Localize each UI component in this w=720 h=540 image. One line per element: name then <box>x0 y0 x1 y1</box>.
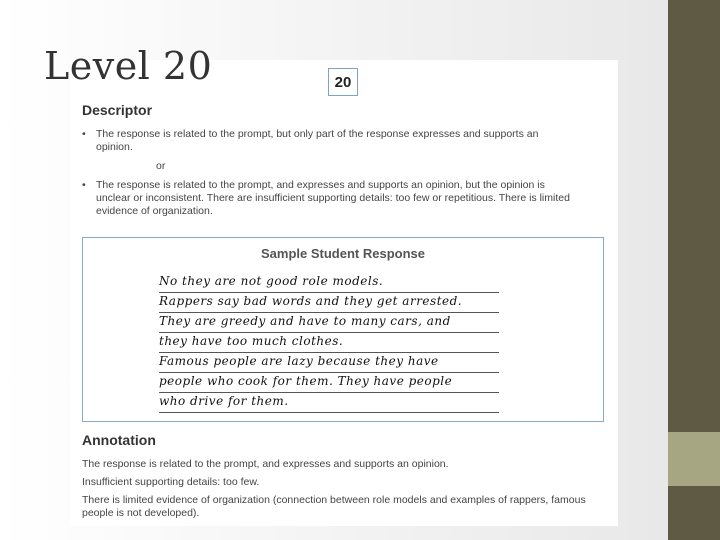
handwritten-line: Rappers say bad words and they get arrested. <box>159 294 499 313</box>
rubric-document <box>70 60 618 526</box>
sidebar-light-band <box>668 432 720 486</box>
descriptor-bullet <box>82 179 572 218</box>
slide-title: Level 20 <box>44 44 213 88</box>
handwritten-line: people who cook for them. They have people <box>159 374 499 393</box>
descriptor-bullet-text: The response is related to the prompt, but only part of the response expresses and supports an opinion. <box>96 128 539 153</box>
level-badge: 20 <box>328 68 358 96</box>
descriptor-bullet-text: The response is related to the prompt, and expresses and supports an opinion, but the opinion is unclear or inconsistent. There are insufficient supporting details: too few or repetitious. There is limited evidence of organization. <box>96 179 570 217</box>
descriptor-bullet <box>82 128 572 154</box>
sidebar-bottom-band <box>668 486 720 540</box>
or-label: or <box>156 160 166 172</box>
bullet-icon: • <box>82 179 86 191</box>
descriptor-heading: Descriptor <box>82 102 153 118</box>
annotation-line: Insufficient supporting details: too few. <box>82 476 260 488</box>
handwritten-line: Famous people are lazy because they have <box>159 354 499 373</box>
handwritten-line: No they are not good role models. <box>159 274 499 293</box>
sample-response-box <box>82 237 604 422</box>
bullet-icon: • <box>82 128 86 140</box>
handwritten-line: they have too much clothes. <box>159 334 499 353</box>
sidebar-dark-band <box>668 0 720 432</box>
annotation-line: The response is related to the prompt, and expresses and supports an opinion. <box>82 458 449 470</box>
handwritten-line: They are greedy and have to many cars, and <box>159 314 499 333</box>
sample-title: Sample Student Response <box>261 246 425 261</box>
annotation-line: There is limited evidence of organization (connection between role models and examples of rappers, famous people is not developed). <box>82 494 586 519</box>
annotation-heading: Annotation <box>82 432 156 448</box>
handwritten-line: who drive for them. <box>159 394 499 413</box>
